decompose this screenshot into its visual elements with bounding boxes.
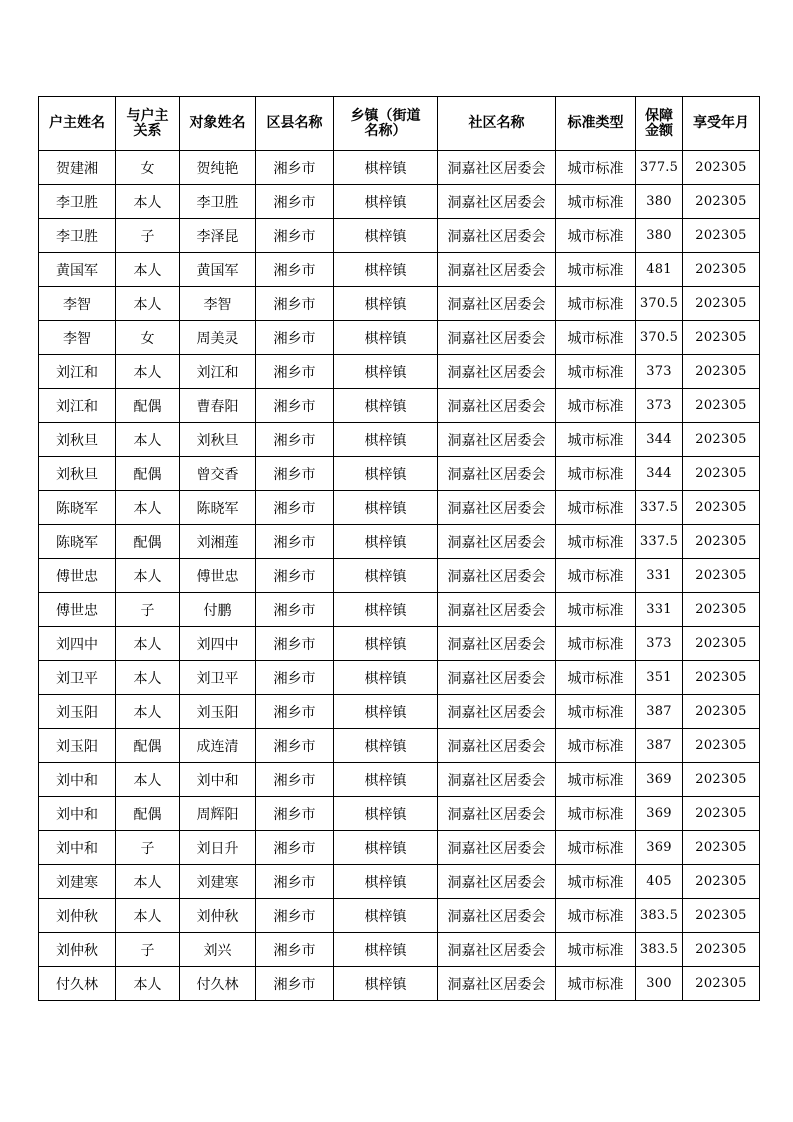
cell-standard-type: 城市标准	[556, 219, 636, 253]
cell-township: 棋梓镇	[334, 627, 438, 661]
table-row	[39, 253, 760, 287]
cell-community: 洞嘉社区居委会	[438, 559, 556, 593]
cell-township: 棋梓镇	[334, 219, 438, 253]
cell-relationship: 本人	[116, 287, 180, 321]
cell-community: 洞嘉社区居委会	[438, 967, 556, 1001]
cell-county: 湘乡市	[256, 321, 334, 355]
cell-recipient-name: 刘卫平	[180, 661, 256, 695]
cell-period: 202305	[683, 287, 760, 321]
cell-householder-name: 傅世忠	[39, 559, 116, 593]
cell-relationship: 女	[116, 151, 180, 185]
cell-community: 洞嘉社区居委会	[438, 423, 556, 457]
cell-amount: 370.5	[636, 321, 683, 355]
cell-township: 棋梓镇	[334, 389, 438, 423]
table-row	[39, 933, 760, 967]
cell-householder-name: 刘秋旦	[39, 457, 116, 491]
cell-community: 洞嘉社区居委会	[438, 593, 556, 627]
cell-recipient-name: 刘仲秋	[180, 899, 256, 933]
table-row	[39, 899, 760, 933]
table-row	[39, 287, 760, 321]
table-body	[39, 151, 760, 1001]
cell-relationship: 本人	[116, 627, 180, 661]
cell-township: 棋梓镇	[334, 457, 438, 491]
cell-recipient-name: 成连清	[180, 729, 256, 763]
cell-county: 湘乡市	[256, 729, 334, 763]
cell-county: 湘乡市	[256, 797, 334, 831]
cell-county: 湘乡市	[256, 695, 334, 729]
cell-recipient-name: 付久林	[180, 967, 256, 1001]
cell-amount: 344	[636, 423, 683, 457]
cell-householder-name: 刘江和	[39, 389, 116, 423]
cell-amount: 331	[636, 559, 683, 593]
cell-township: 棋梓镇	[334, 287, 438, 321]
cell-relationship: 配偶	[116, 457, 180, 491]
table-row	[39, 593, 760, 627]
cell-householder-name: 刘玉阳	[39, 729, 116, 763]
cell-relationship: 本人	[116, 695, 180, 729]
cell-recipient-name: 周美灵	[180, 321, 256, 355]
table-row	[39, 185, 760, 219]
cell-amount: 377.5	[636, 151, 683, 185]
table-row	[39, 525, 760, 559]
cell-relationship: 子	[116, 593, 180, 627]
cell-householder-name: 李卫胜	[39, 219, 116, 253]
cell-county: 湘乡市	[256, 967, 334, 1001]
cell-householder-name: 李卫胜	[39, 185, 116, 219]
cell-standard-type: 城市标准	[556, 253, 636, 287]
cell-householder-name: 刘仲秋	[39, 933, 116, 967]
cell-householder-name: 刘仲秋	[39, 899, 116, 933]
cell-county: 湘乡市	[256, 899, 334, 933]
cell-householder-name: 刘秋旦	[39, 423, 116, 457]
cell-standard-type: 城市标准	[556, 457, 636, 491]
cell-relationship: 配偶	[116, 525, 180, 559]
cell-relationship: 子	[116, 219, 180, 253]
cell-township: 棋梓镇	[334, 491, 438, 525]
cell-recipient-name: 李卫胜	[180, 185, 256, 219]
cell-county: 湘乡市	[256, 287, 334, 321]
header-county: 区县名称	[256, 97, 334, 151]
cell-amount: 331	[636, 593, 683, 627]
cell-community: 洞嘉社区居委会	[438, 253, 556, 287]
table-row	[39, 559, 760, 593]
cell-amount: 373	[636, 389, 683, 423]
cell-amount: 373	[636, 355, 683, 389]
cell-township: 棋梓镇	[334, 253, 438, 287]
table-row	[39, 491, 760, 525]
cell-county: 湘乡市	[256, 559, 334, 593]
cell-householder-name: 刘玉阳	[39, 695, 116, 729]
header-standard-type: 标准类型	[556, 97, 636, 151]
header-township: 乡镇（街道 名称）	[334, 97, 438, 151]
table-row	[39, 695, 760, 729]
cell-standard-type: 城市标准	[556, 967, 636, 1001]
cell-standard-type: 城市标准	[556, 423, 636, 457]
cell-recipient-name: 周辉阳	[180, 797, 256, 831]
cell-amount: 481	[636, 253, 683, 287]
cell-recipient-name: 曾交香	[180, 457, 256, 491]
cell-township: 棋梓镇	[334, 865, 438, 899]
cell-standard-type: 城市标准	[556, 525, 636, 559]
cell-county: 湘乡市	[256, 865, 334, 899]
cell-recipient-name: 傅世忠	[180, 559, 256, 593]
cell-community: 洞嘉社区居委会	[438, 831, 556, 865]
cell-standard-type: 城市标准	[556, 287, 636, 321]
table-row	[39, 797, 760, 831]
table-row	[39, 661, 760, 695]
cell-period: 202305	[683, 899, 760, 933]
cell-community: 洞嘉社区居委会	[438, 797, 556, 831]
cell-standard-type: 城市标准	[556, 627, 636, 661]
cell-community: 洞嘉社区居委会	[438, 899, 556, 933]
cell-standard-type: 城市标准	[556, 797, 636, 831]
table-row	[39, 831, 760, 865]
cell-relationship: 本人	[116, 355, 180, 389]
cell-relationship: 本人	[116, 865, 180, 899]
cell-township: 棋梓镇	[334, 933, 438, 967]
cell-period: 202305	[683, 219, 760, 253]
cell-county: 湘乡市	[256, 253, 334, 287]
cell-period: 202305	[683, 253, 760, 287]
header-householder-name: 户主姓名	[39, 97, 116, 151]
header-recipient-name: 对象姓名	[180, 97, 256, 151]
cell-householder-name: 刘中和	[39, 797, 116, 831]
table-row	[39, 219, 760, 253]
table-row	[39, 763, 760, 797]
cell-standard-type: 城市标准	[556, 389, 636, 423]
cell-standard-type: 城市标准	[556, 151, 636, 185]
cell-period: 202305	[683, 661, 760, 695]
cell-relationship: 子	[116, 831, 180, 865]
cell-standard-type: 城市标准	[556, 899, 636, 933]
cell-standard-type: 城市标准	[556, 593, 636, 627]
cell-period: 202305	[683, 729, 760, 763]
cell-relationship: 本人	[116, 253, 180, 287]
cell-county: 湘乡市	[256, 185, 334, 219]
cell-relationship: 本人	[116, 661, 180, 695]
cell-recipient-name: 付鹏	[180, 593, 256, 627]
cell-householder-name: 黄国军	[39, 253, 116, 287]
cell-county: 湘乡市	[256, 389, 334, 423]
cell-householder-name: 傅世忠	[39, 593, 116, 627]
cell-period: 202305	[683, 763, 760, 797]
cell-relationship: 女	[116, 321, 180, 355]
cell-community: 洞嘉社区居委会	[438, 457, 556, 491]
cell-standard-type: 城市标准	[556, 559, 636, 593]
cell-county: 湘乡市	[256, 491, 334, 525]
cell-householder-name: 李智	[39, 287, 116, 321]
cell-standard-type: 城市标准	[556, 185, 636, 219]
cell-period: 202305	[683, 933, 760, 967]
cell-recipient-name: 贺纯艳	[180, 151, 256, 185]
cell-amount: 344	[636, 457, 683, 491]
cell-amount: 337.5	[636, 525, 683, 559]
cell-period: 202305	[683, 491, 760, 525]
subsidy-roster-table	[38, 96, 760, 1001]
cell-period: 202305	[683, 797, 760, 831]
cell-county: 湘乡市	[256, 763, 334, 797]
cell-standard-type: 城市标准	[556, 321, 636, 355]
cell-community: 洞嘉社区居委会	[438, 525, 556, 559]
cell-period: 202305	[683, 321, 760, 355]
cell-township: 棋梓镇	[334, 151, 438, 185]
table-row	[39, 151, 760, 185]
cell-relationship: 配偶	[116, 389, 180, 423]
cell-period: 202305	[683, 525, 760, 559]
cell-community: 洞嘉社区居委会	[438, 355, 556, 389]
table-row	[39, 321, 760, 355]
cell-amount: 383.5	[636, 933, 683, 967]
cell-community: 洞嘉社区居委会	[438, 185, 556, 219]
cell-relationship: 本人	[116, 763, 180, 797]
cell-county: 湘乡市	[256, 423, 334, 457]
cell-standard-type: 城市标准	[556, 933, 636, 967]
cell-township: 棋梓镇	[334, 967, 438, 1001]
cell-standard-type: 城市标准	[556, 865, 636, 899]
cell-relationship: 本人	[116, 899, 180, 933]
cell-relationship: 本人	[116, 423, 180, 457]
cell-recipient-name: 刘湘莲	[180, 525, 256, 559]
cell-recipient-name: 刘江和	[180, 355, 256, 389]
cell-county: 湘乡市	[256, 457, 334, 491]
cell-amount: 351	[636, 661, 683, 695]
cell-county: 湘乡市	[256, 627, 334, 661]
cell-amount: 380	[636, 185, 683, 219]
cell-amount: 369	[636, 831, 683, 865]
table-row	[39, 423, 760, 457]
cell-community: 洞嘉社区居委会	[438, 219, 556, 253]
cell-period: 202305	[683, 151, 760, 185]
cell-standard-type: 城市标准	[556, 831, 636, 865]
cell-householder-name: 付久林	[39, 967, 116, 1001]
cell-township: 棋梓镇	[334, 355, 438, 389]
cell-standard-type: 城市标准	[556, 695, 636, 729]
cell-township: 棋梓镇	[334, 593, 438, 627]
cell-period: 202305	[683, 695, 760, 729]
cell-relationship: 子	[116, 933, 180, 967]
table-row	[39, 457, 760, 491]
cell-community: 洞嘉社区居委会	[438, 865, 556, 899]
cell-period: 202305	[683, 355, 760, 389]
cell-standard-type: 城市标准	[556, 763, 636, 797]
header-community: 社区名称	[438, 97, 556, 151]
table-row	[39, 967, 760, 1001]
cell-period: 202305	[683, 627, 760, 661]
cell-householder-name: 刘建寒	[39, 865, 116, 899]
cell-standard-type: 城市标准	[556, 661, 636, 695]
cell-period: 202305	[683, 593, 760, 627]
cell-recipient-name: 刘四中	[180, 627, 256, 661]
cell-community: 洞嘉社区居委会	[438, 151, 556, 185]
cell-householder-name: 陈晓军	[39, 491, 116, 525]
cell-county: 湘乡市	[256, 525, 334, 559]
cell-township: 棋梓镇	[334, 661, 438, 695]
cell-recipient-name: 陈晓军	[180, 491, 256, 525]
header-relationship: 与户主 关系	[116, 97, 180, 151]
table-row	[39, 865, 760, 899]
cell-community: 洞嘉社区居委会	[438, 695, 556, 729]
table-header	[39, 97, 760, 151]
cell-relationship: 本人	[116, 185, 180, 219]
header-row	[39, 97, 760, 151]
cell-community: 洞嘉社区居委会	[438, 491, 556, 525]
cell-period: 202305	[683, 967, 760, 1001]
cell-township: 棋梓镇	[334, 559, 438, 593]
cell-period: 202305	[683, 457, 760, 491]
cell-township: 棋梓镇	[334, 695, 438, 729]
cell-community: 洞嘉社区居委会	[438, 389, 556, 423]
cell-amount: 387	[636, 729, 683, 763]
cell-township: 棋梓镇	[334, 525, 438, 559]
cell-relationship: 配偶	[116, 729, 180, 763]
cell-recipient-name: 刘中和	[180, 763, 256, 797]
cell-township: 棋梓镇	[334, 423, 438, 457]
cell-period: 202305	[683, 559, 760, 593]
cell-recipient-name: 刘兴	[180, 933, 256, 967]
cell-township: 棋梓镇	[334, 797, 438, 831]
cell-community: 洞嘉社区居委会	[438, 763, 556, 797]
cell-community: 洞嘉社区居委会	[438, 729, 556, 763]
cell-township: 棋梓镇	[334, 763, 438, 797]
cell-householder-name: 刘四中	[39, 627, 116, 661]
cell-standard-type: 城市标准	[556, 729, 636, 763]
cell-township: 棋梓镇	[334, 185, 438, 219]
cell-householder-name: 李智	[39, 321, 116, 355]
cell-amount: 337.5	[636, 491, 683, 525]
cell-community: 洞嘉社区居委会	[438, 287, 556, 321]
cell-township: 棋梓镇	[334, 321, 438, 355]
table-row	[39, 729, 760, 763]
cell-community: 洞嘉社区居委会	[438, 321, 556, 355]
cell-county: 湘乡市	[256, 933, 334, 967]
cell-standard-type: 城市标准	[556, 355, 636, 389]
header-amount: 保障 金额	[636, 97, 683, 151]
cell-standard-type: 城市标准	[556, 491, 636, 525]
cell-householder-name: 刘卫平	[39, 661, 116, 695]
cell-period: 202305	[683, 185, 760, 219]
cell-period: 202305	[683, 865, 760, 899]
cell-county: 湘乡市	[256, 219, 334, 253]
cell-householder-name: 刘中和	[39, 763, 116, 797]
cell-householder-name: 刘中和	[39, 831, 116, 865]
cell-amount: 380	[636, 219, 683, 253]
table-row	[39, 627, 760, 661]
cell-county: 湘乡市	[256, 593, 334, 627]
cell-amount: 300	[636, 967, 683, 1001]
cell-township: 棋梓镇	[334, 729, 438, 763]
cell-householder-name: 刘江和	[39, 355, 116, 389]
table-row	[39, 355, 760, 389]
cell-relationship: 本人	[116, 559, 180, 593]
cell-amount: 370.5	[636, 287, 683, 321]
cell-county: 湘乡市	[256, 661, 334, 695]
cell-amount: 383.5	[636, 899, 683, 933]
cell-recipient-name: 刘日升	[180, 831, 256, 865]
table-row	[39, 389, 760, 423]
cell-period: 202305	[683, 831, 760, 865]
cell-amount: 369	[636, 763, 683, 797]
cell-county: 湘乡市	[256, 355, 334, 389]
cell-community: 洞嘉社区居委会	[438, 627, 556, 661]
cell-relationship: 本人	[116, 491, 180, 525]
header-period: 享受年月	[683, 97, 760, 151]
cell-amount: 369	[636, 797, 683, 831]
cell-township: 棋梓镇	[334, 899, 438, 933]
cell-amount: 405	[636, 865, 683, 899]
cell-householder-name: 陈晓军	[39, 525, 116, 559]
cell-county: 湘乡市	[256, 831, 334, 865]
cell-recipient-name: 刘玉阳	[180, 695, 256, 729]
cell-community: 洞嘉社区居委会	[438, 933, 556, 967]
cell-recipient-name: 刘秋旦	[180, 423, 256, 457]
cell-recipient-name: 李泽昆	[180, 219, 256, 253]
cell-householder-name: 贺建湘	[39, 151, 116, 185]
cell-amount: 387	[636, 695, 683, 729]
cell-period: 202305	[683, 389, 760, 423]
cell-relationship: 配偶	[116, 797, 180, 831]
cell-recipient-name: 黄国军	[180, 253, 256, 287]
cell-county: 湘乡市	[256, 151, 334, 185]
cell-period: 202305	[683, 423, 760, 457]
cell-amount: 373	[636, 627, 683, 661]
cell-community: 洞嘉社区居委会	[438, 661, 556, 695]
cell-recipient-name: 刘建寒	[180, 865, 256, 899]
cell-recipient-name: 曹春阳	[180, 389, 256, 423]
cell-township: 棋梓镇	[334, 831, 438, 865]
cell-recipient-name: 李智	[180, 287, 256, 321]
cell-relationship: 本人	[116, 967, 180, 1001]
